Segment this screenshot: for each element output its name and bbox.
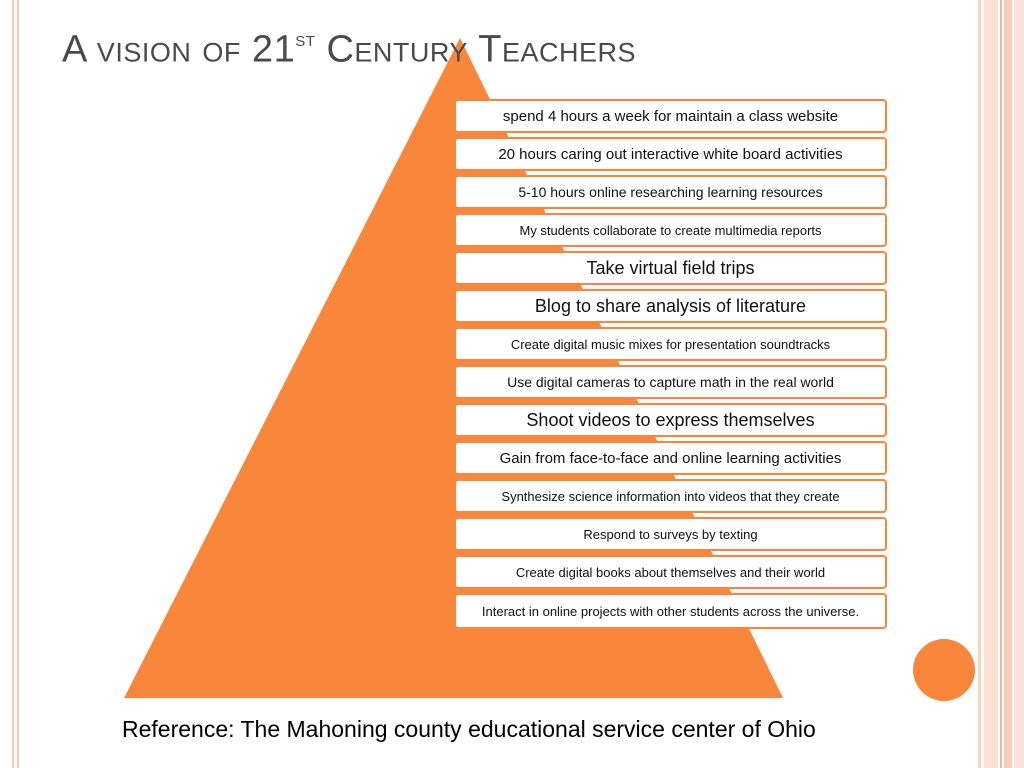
pyramid-item: 5-10 hours online researching learning resources — [454, 175, 887, 209]
pyramid-item: spend 4 hours a week for maintain a class website — [454, 99, 887, 133]
slide-title — [62, 28, 636, 72]
pyramid-item: Shoot videos to express themselves — [454, 403, 887, 437]
decorative-circle — [913, 639, 975, 701]
pyramid-item-list — [454, 99, 887, 633]
pyramid-item: Respond to surveys by texting — [454, 517, 887, 551]
pyramid-item: Interact in online projects with other students across the universe. — [454, 593, 887, 629]
pyramid-item: Take virtual field trips — [454, 251, 887, 285]
pyramid-item: Blog to share analysis of literature — [454, 289, 887, 323]
reference-text: Reference: The Mahoning county educational service center of Ohio — [122, 716, 816, 742]
pyramid-item: 20 hours caring out interactive white board activities — [454, 137, 887, 171]
title-rest: Century Teachers — [315, 28, 637, 71]
title-superscript: st — [295, 26, 316, 51]
pyramid-item: My students collaborate to create multimedia reports — [454, 213, 887, 247]
title-main: A vision of 21 — [62, 28, 296, 71]
pyramid-item: Create digital music mixes for presentation soundtracks — [454, 327, 887, 361]
pyramid-item: Create digital books about themselves and their world — [454, 555, 887, 589]
pyramid-item: Use digital cameras to capture math in the real world — [454, 365, 887, 399]
pyramid-item: Synthesize science information into videos that they create — [454, 479, 887, 513]
pyramid-item: Gain from face-to-face and online learning activities — [454, 441, 887, 475]
